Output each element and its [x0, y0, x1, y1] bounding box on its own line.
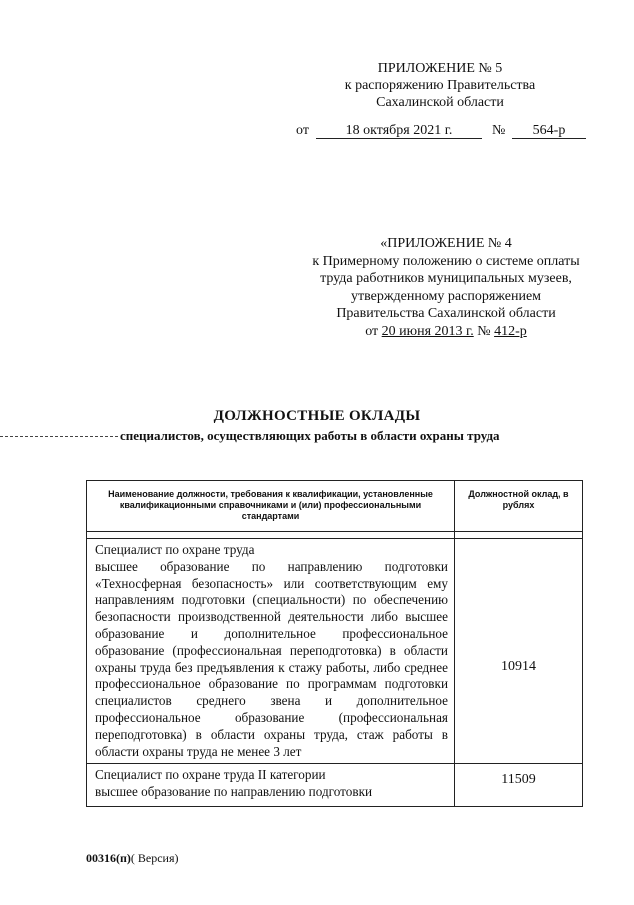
decree-date: 18 октября 2021 г. [316, 122, 482, 139]
table-row [87, 539, 583, 764]
prior-appendix-line-1: к Примерному положению о системе оплаты [312, 253, 580, 269]
scan-divider [0, 436, 118, 437]
row-1-position: Специалист по охране труда [95, 542, 255, 557]
row-1-salary: 10914 [455, 539, 583, 764]
prior-appendix-line-4: Правительства Сахалинской области [336, 306, 556, 321]
prior-appendix-line-2: труда работников муниципальных музеев, [320, 271, 572, 286]
row-2-position: Специалист по охране труда II категории [95, 767, 326, 783]
appendix-title: ПРИЛОЖЕНИЕ № 5 [377, 61, 503, 76]
prior-from-label: от [365, 323, 379, 339]
salary-table [86, 480, 583, 807]
header-position-requirements: Наименование должности, требования к квалификации, установленные квалификационными справочниками и (или) профессиональными стандартами [87, 481, 455, 532]
footer-doc-code: 00316(п) [86, 851, 131, 865]
decree-number-label: № [492, 123, 506, 138]
table-row [87, 764, 583, 807]
document-subtitle: специалистов, осуществляющих работы в области охраны труда [120, 428, 500, 443]
decree-number: 564-р [512, 122, 586, 139]
footer-version: ( Версия) [130, 851, 179, 865]
prior-appendix-title: «ПРИЛОЖЕНИЕ № 4 [380, 236, 512, 251]
row-2-requirements: высшее образование по направлению подготовки [95, 784, 373, 800]
row-2-salary: 11509 [455, 764, 583, 807]
table-header-row [87, 481, 583, 532]
footer-code [86, 851, 179, 866]
prior-appendix-header [290, 235, 602, 340]
appendix-line-1: к распоряжению Правительства [344, 78, 536, 93]
row-1-description [87, 539, 455, 764]
prior-date: 20 июня 2013 г. [381, 323, 474, 339]
document-title: ДОЛЖНОСТНЫЕ ОКЛАДЫ [213, 408, 421, 424]
row-1-requirements: высшее образование по направлению подготовки «Техносферная безопасность» или соответствующим ему направлениям подготовки (специальности) по обеспечению безопасности производственной деятельности либо высшее образование и дополнительное профессиональное образование (профессиональная переподготовка) в области охраны труда без предъявления к стажу работы, либо среднее профессиональное образование по программам подготовки специалистов среднего звена и дополнительное профессиональное образование (профессиональная переподготовка) в области охраны труда, стаж работы в области охраны труда не менее 3 лет [95, 558, 448, 759]
appendix-header [290, 60, 590, 111]
header-salary: Должностной оклад, в рублях [455, 481, 583, 532]
appendix-line-2: Сахалинской области [376, 95, 504, 110]
prior-number-label: № [477, 323, 491, 339]
prior-number: 412-р [494, 323, 527, 339]
prior-decree-reference [290, 323, 602, 341]
prior-appendix-line-3: утвержденному распоряжением [350, 288, 542, 304]
row-2-description [87, 764, 455, 807]
table-spacer-row [87, 532, 583, 539]
decree-from-label: от [296, 123, 309, 138]
